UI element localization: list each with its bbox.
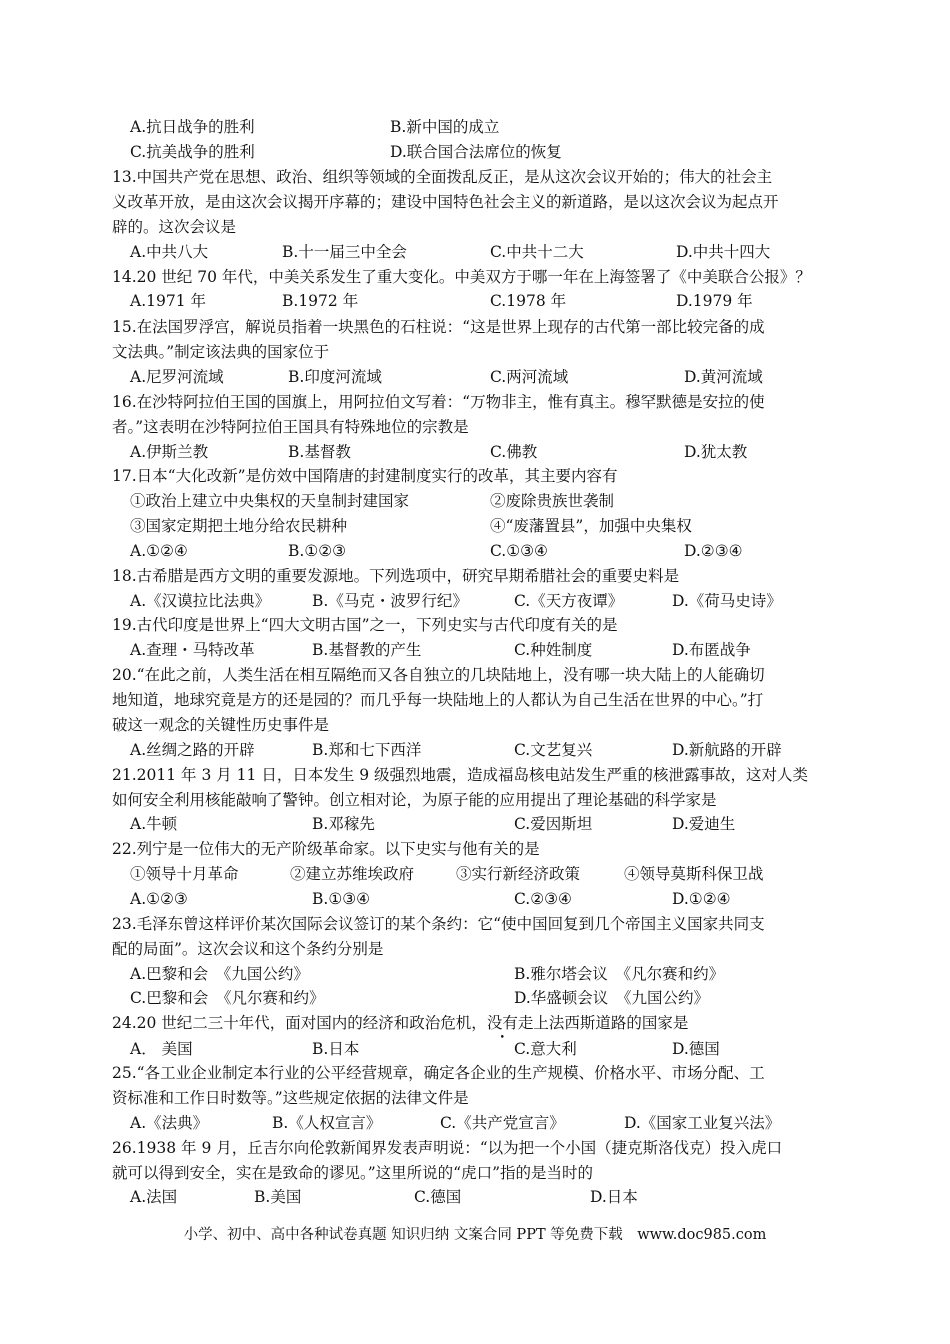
q13-option-a: A.中共八大 [130, 243, 209, 261]
q18-option-c: C.《天方夜谭》 [514, 592, 624, 610]
q20-stem-line-2: 地知道，地球究竟是方的还是园的？而几乎每一块陆地上的人都认为自己生活在世界的中心。”打 [112, 691, 764, 709]
q21-option-d: D.爱迪生 [672, 815, 736, 833]
page-footer: 小学、初中、高中各种试卷真题 知识归纳 文案合同 PPT 等免费下载 www.doc985.com [183, 1227, 767, 1243]
q26-option-b: B.美国 [254, 1188, 302, 1206]
q20-option-d: D.新航路的开辟 [672, 741, 782, 759]
q25-option-b: B.《人权宣言》 [272, 1114, 382, 1132]
q16-option-d: D.犹太教 [684, 443, 748, 461]
q17-option-a: A.①②④ [130, 542, 188, 560]
q17-option-b: B.①②③ [288, 542, 347, 560]
q13-stem-line-3: 辟的。这次会议是 [112, 218, 237, 236]
q17-item-1: ①政治上建立中央集权的天皇制封建国家 [130, 492, 410, 510]
q22-option-b: B.①③④ [312, 890, 371, 908]
q21-option-c: C.爱因斯坦 [514, 815, 593, 833]
q14-option-a: A.1971 年 [130, 292, 206, 310]
q24-option-a: A． 美国 [130, 1040, 193, 1058]
q16-option-b: B.基督教 [288, 443, 351, 461]
q23-option-c: C.巴黎和会 《凡尔赛和约》 [130, 989, 325, 1007]
q24-option-c: C.意大利 [514, 1040, 577, 1058]
q12-option-d: D.联合国合法席位的恢复 [390, 143, 562, 161]
q21-option-b: B.邓稼先 [312, 815, 375, 833]
q16-stem-line-2: 者。”这表明在沙特阿拉伯王国具有特殊地位的宗教是 [112, 418, 469, 436]
q23-option-d: D.华盛顿会议 《九国公约》 [514, 989, 710, 1007]
q13-option-d: D.中共十四大 [676, 243, 771, 261]
q21-stem-line-1: 21.2011 年 3 月 11 日，日本发生 9 级强烈地震，造成福岛核电站发生严重的核泄露事故，这对人类 [112, 766, 809, 784]
q17-option-d: D.②③④ [684, 542, 743, 560]
q14-stem-line-1: 14.20 世纪 70 年代，中美关系发生了重大变化。中美双方于哪一年在上海签署了《中美联合公报》？ [112, 268, 811, 286]
q15-option-a: A.尼罗河流域 [130, 368, 224, 386]
q17-item-3: ③国家定期把土地分给农民耕种 [130, 517, 348, 535]
q22-stem-line-1: 22.列宁是一位伟大的无产阶级革命家。以下史实与他有关的是 [112, 840, 540, 858]
q20-stem-line-1: 20.“在此之前，人类生活在相互隔绝而又各自独立的几块陆地上，没有哪一块大陆上的人能确切 [112, 666, 765, 684]
q25-stem-line-2: 资标准和工作日时数等。”这些规定依据的法律文件是 [112, 1089, 469, 1107]
q21-option-a: A.牛顿 [130, 815, 178, 833]
q23-option-b: B.雅尔塔会议 《凡尔赛和约》 [514, 965, 725, 983]
q26-stem-line-2: 就可以得到安全，实在是致命的谬见。”这里所说的“虎口”指的是当时的 [112, 1164, 594, 1182]
q25-stem-line-1: 25.“各工业企业制定本行业的公平经营规章，确定各企业的生产规模、价格水平、市场分配、工 [112, 1064, 765, 1082]
q19-option-a: A.查理・马特改革 [130, 641, 255, 659]
q25-option-c: C.《共产党宣言》 [440, 1114, 565, 1132]
q24-stem-after: 走上法西斯道路的国家是 [517, 1014, 689, 1032]
q24-emphasis-text: 没有 [486, 1014, 518, 1032]
q23-stem-line-2: 配的局面”。这次会议和这个条约分别是 [112, 940, 384, 958]
q16-option-c: C.佛教 [490, 443, 538, 461]
q18-option-d: D.《荷马史诗》 [672, 592, 782, 610]
q15-stem-line-1: 15.在法国罗浮宫，解说员指着一块黑色的石柱说：“这是世界上现存的古代第一部比较完备的成 [112, 318, 765, 336]
q25-option-a: A.《法典》 [130, 1114, 209, 1132]
q14-option-b: B.1972 年 [282, 292, 359, 310]
q19-option-c: C.种姓制度 [514, 641, 593, 659]
q15-stem-line-2: 文法典。”制定该法典的国家位于 [112, 343, 330, 361]
q18-option-a: A.《汉谟拉比法典》 [130, 592, 271, 610]
q17-option-c: C.①③④ [490, 542, 548, 560]
q19-stem-line-1: 19.古代印度是世界上“四大文明古国”之一，下列史实与古代印度有关的是 [112, 616, 618, 634]
q22-option-c: C.②③④ [514, 890, 572, 908]
q22-item-1: ①领导十月革命 [130, 865, 239, 883]
q14-option-d: D.1979 年 [676, 292, 753, 310]
q20-option-c: C.文艺复兴 [514, 741, 593, 759]
q13-stem-line-2: 义改革开放，是由这次会议揭开序幕的；建设中国特色社会主义的新道路，是以这次会议为起点开 [112, 193, 779, 211]
q15-option-d: D.黄河流域 [684, 368, 763, 386]
q17-item-2: ②废除贵族世袭制 [490, 492, 615, 510]
q17-item-4: ④“废藩置县”，加强中央集权 [490, 517, 692, 535]
q24-option-d: D.德国 [672, 1040, 720, 1058]
q12-option-a: A.抗日战争的胜利 [130, 118, 255, 136]
q22-item-4: ④领导莫斯科保卫战 [624, 865, 764, 883]
q12-option-b: B.新中国的成立 [390, 118, 500, 136]
q18-stem-line-1: 18.古希腊是西方文明的重要发源地。下列选项中，研究早期希腊社会的重要史料是 [112, 567, 680, 585]
q13-option-b: B.十一届三中全会 [282, 243, 407, 261]
q26-stem-line-1: 26.1938 年 9 月，丘吉尔向伦敦新闻界发表声明说：“以为把一个小国（捷克斯洛伐克）投入虎口 [112, 1139, 783, 1157]
q24-stem-before: 24.20 世纪二三十年代，面对国内的经济和政治危机， [112, 1014, 487, 1032]
q25-option-d: D.《国家工业复兴法》 [624, 1114, 781, 1132]
q19-option-b: B.基督教的产生 [312, 641, 422, 659]
q22-item-3: ③实行新经济政策 [456, 865, 581, 883]
q13-option-c: C.中共十二大 [490, 243, 584, 261]
q23-option-a: A.巴黎和会 《九国公约》 [130, 965, 309, 983]
q24-option-b: B.日本 [312, 1040, 360, 1058]
q22-option-a: A.①②③ [130, 890, 188, 908]
q16-option-a: A.伊斯兰教 [130, 443, 209, 461]
q15-option-c: C.两河流域 [490, 368, 569, 386]
q26-option-c: C.德国 [414, 1188, 462, 1206]
q16-stem-line-1: 16.在沙特阿拉伯王国的国旗上，用阿拉伯文写着：“万物非主，惟有真主。穆罕默德是安拉的使 [112, 393, 765, 411]
q22-item-2: ②建立苏维埃政府 [290, 865, 415, 883]
q15-option-b: B.印度河流域 [288, 368, 382, 386]
q17-stem-line-1: 17.日本“大化改新”是仿效中国隋唐的封建制度实行的改革，其主要内容有 [112, 467, 618, 485]
q14-option-c: C.1978 年 [490, 292, 567, 310]
q13-stem-line-1: 13.中国共产党在思想、政治、组织等领域的全面拨乱反正，是从这次会议开始的；伟大的社会主 [112, 168, 773, 186]
q12-option-c: C.抗美战争的胜利 [130, 143, 255, 161]
q26-option-d: D.日本 [590, 1188, 638, 1206]
q20-stem-line-3: 破这一观念的关键性历史事件是 [112, 716, 330, 734]
q21-stem-line-2: 如何安全利用核能敲响了警钟。创立相对论，为原子能的应用提出了理论基础的科学家是 [112, 791, 717, 809]
q19-option-d: D.布匿战争 [672, 641, 751, 659]
q23-stem-line-1: 23.毛泽东曾这样评价某次国际会议签订的某个条约：它“使中国回复到几个帝国主义国家共同支 [112, 915, 765, 933]
q20-option-b: B.郑和七下西洋 [312, 741, 422, 759]
q26-option-a: A.法国 [130, 1188, 178, 1206]
q24-stem-line-1 [112, 1012, 688, 1034]
q20-option-a: A.丝绸之路的开辟 [130, 741, 255, 759]
q18-option-b: B.《马克・波罗行纪》 [312, 592, 468, 610]
q22-option-d: D.①②④ [672, 890, 731, 908]
